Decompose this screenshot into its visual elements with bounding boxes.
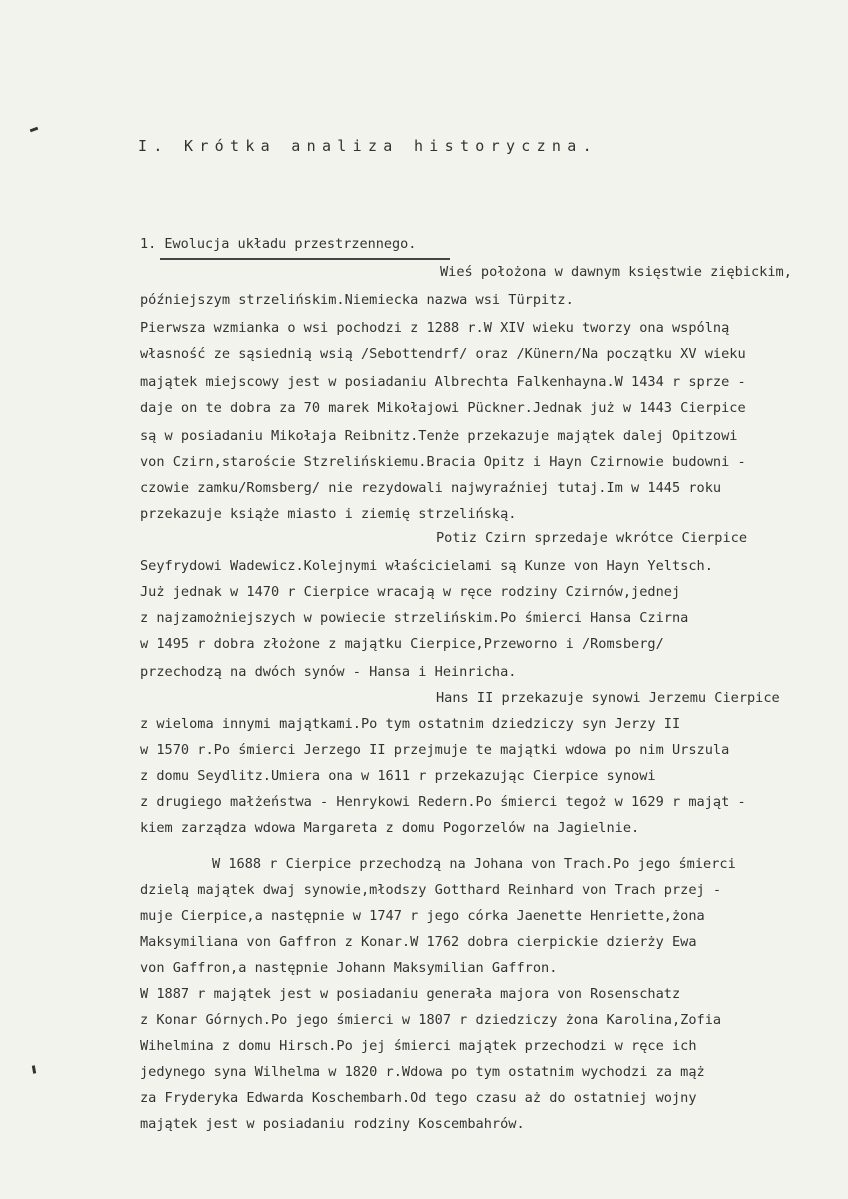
- margin-mark: [30, 127, 39, 133]
- text-line: Pierwsza wzmianka o wsi pochodzi z 1288 r.W XIV wieku tworzy ona wspólną: [140, 320, 730, 336]
- text-line: Wihelmina z domu Hirsch.Po jej śmierci majątek przechodzi w ręce ich: [140, 1038, 697, 1054]
- text-line: W 1688 r Cierpice przechodzą na Johana von Trach.Po jego śmierci: [212, 856, 736, 872]
- text-line: własność ze sąsiednią wsią /Sebottendrf/ oraz /Künern/Na początku XV wieku: [140, 346, 746, 362]
- text-line: W 1887 r majątek jest w posiadaniu generała majora von Rosenschatz: [140, 986, 681, 1002]
- text-line: daje on te dobra za 70 marek Mikołajowi Pückner.Jednak już w 1443 Cierpice: [140, 400, 746, 416]
- text-line: Potiz Czirn sprzedaje wkrótce Cierpice: [436, 530, 747, 546]
- text-line: Maksymiliana von Gaffron z Konar.W 1762 dobra cierpickie dzierży Ewa: [140, 934, 697, 950]
- text-line: dzielą majątek dwaj synowie,młodszy Gotthard Reinhard von Trach przej -: [140, 882, 722, 898]
- text-line: z najzamożniejszych w powiecie strzelińskim.Po śmierci Hansa Czirna: [140, 610, 689, 626]
- text-line: muje Cierpice,a następnie w 1747 r jego córka Jaenette Henriette,żona: [140, 908, 705, 924]
- text-line: majątek miejscowy jest w posiadaniu Albrechta Falkenhayna.W 1434 r sprze -: [140, 374, 746, 390]
- text-line: z domu Seydlitz.Umiera ona w 1611 r przekazując Cierpice synowi: [140, 768, 656, 784]
- text-line: Seyfrydowi Wadewicz.Kolejnymi właścicielami są Kunze von Hayn Yeltsch.: [140, 558, 713, 574]
- text-line: von Gaffron,a następnie Johann Maksymilian Gaffron.: [140, 960, 558, 976]
- text-line: Wieś położona w dawnym księstwie ziębickim,: [440, 264, 792, 280]
- text-line: majątek jest w posiadaniu rodziny Koscembahrów.: [140, 1116, 525, 1132]
- text-line: w 1495 r dobra złożone z majątku Cierpice,Przeworno i /Romsberg/: [140, 636, 664, 652]
- document-heading: I. Krótka analiza historyczna.: [138, 137, 598, 155]
- section-title: 1. Ewolucja układu przestrzennego.: [140, 236, 417, 252]
- text-line: są w posiadaniu Mikołaja Reibnitz.Tenże przekazuje majątek dalej Opitzowi: [140, 428, 738, 444]
- text-line: późniejszym strzelińskim.Niemiecka nazwa wsi Türpitz.: [140, 292, 574, 308]
- section-title-underline: [160, 258, 450, 260]
- margin-mark: [32, 1065, 36, 1073]
- text-line: kiem zarządza wdowa Margareta z domu Pogorzelów na Jagielnie.: [140, 820, 640, 836]
- text-line: z drugiego małżeństwa - Henrykowi Redern.Po śmierci tegoż w 1629 r mająt -: [140, 794, 746, 810]
- text-line: z wieloma innymi majątkami.Po tym ostatnim dziedziczy syn Jerzy II: [140, 716, 681, 732]
- text-line: przechodzą na dwóch synów - Hansa i Heinricha.: [140, 664, 517, 680]
- text-line: Już jednak w 1470 r Cierpice wracają w ręce rodziny Czirnów,jednej: [140, 584, 681, 600]
- text-line: w 1570 r.Po śmierci Jerzego II przejmuje te majątki wdowa po nim Urszula: [140, 742, 730, 758]
- text-line: jedynego syna Wilhelma w 1820 r.Wdowa po tym ostatnim wychodzi za mąż: [140, 1064, 705, 1080]
- text-line: von Czirn,staroście Stzrelińskiemu.Bracia Opitz i Hayn Czirnowie budowni -: [140, 454, 746, 470]
- text-line: przekazuje książe miasto i ziemię strzelińską.: [140, 506, 517, 522]
- text-line: Hans II przekazuje synowi Jerzemu Cierpice: [436, 690, 780, 706]
- text-line: czowie zamku/Romsberg/ nie rezydowali najwyraźniej tutaj.Im w 1445 roku: [140, 480, 722, 496]
- text-line: za Fryderyka Edwarda Koschembarh.Od tego czasu aż do ostatniej wojny: [140, 1090, 697, 1106]
- text-line: z Konar Górnych.Po jego śmierci w 1807 r dziedziczy żona Karolina,Zofia: [140, 1012, 722, 1028]
